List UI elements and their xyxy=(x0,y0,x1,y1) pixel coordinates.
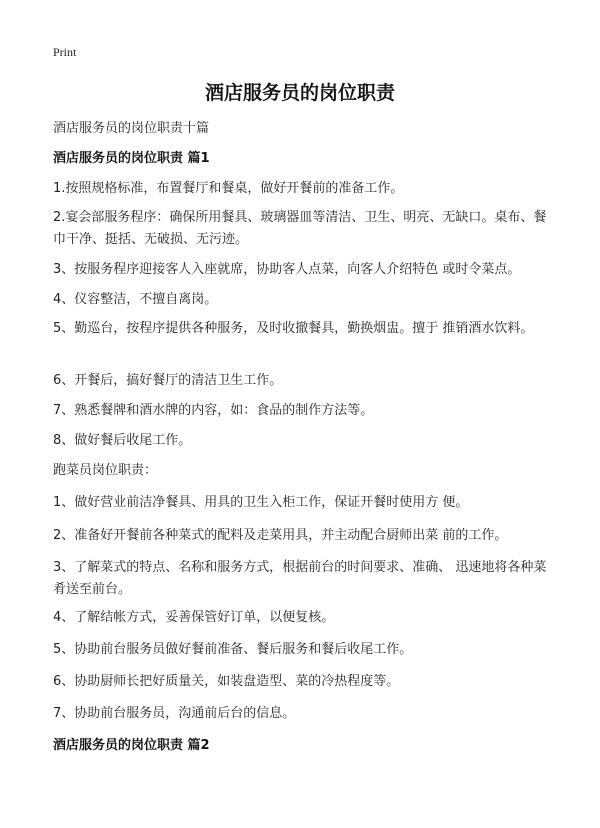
list-item: 4、了解结帐方式，妥善保管好订单，以便复核。 xyxy=(53,610,335,625)
list-item: 6、协助厨师长把好质量关，如装盘造型、菜的冷热程度等。 xyxy=(53,674,400,689)
print-label: Print xyxy=(53,45,77,59)
list-item: 2、准备好开餐前各种菜式的配料及走菜用具，并主动配合厨师出菜 前的工作。 xyxy=(53,528,508,543)
list-item: 6、开餐后，搞好餐厅的清洁卫生工作。 xyxy=(53,373,283,388)
list-item: 8、做好餐后收尾工作。 xyxy=(53,433,192,448)
list-item: 7、熟悉餐牌和酒水牌的内容，如：食品的制作方法等。 xyxy=(53,403,374,418)
list-item: 5、协助前台服务员做好餐前准备、餐后服务和餐后收尾工作。 xyxy=(53,642,413,657)
list-item: 3、了解菜式的特点、名称和服务方式，根据前台的时间要求、准确、 迅速地将各种菜肴送至前台。 xyxy=(53,560,547,597)
section-heading-runner: 跑菜员岗位职责： xyxy=(53,463,158,478)
section-heading-2: 酒店服务员的岗位职责 篇2 xyxy=(53,738,210,753)
list-item: 1、做好营业前洁净餐具、用具的卫生入柜工作，保证开餐时使用方 便。 xyxy=(53,495,469,510)
list-item: 7、协助前台服务员，沟通前后台的信息。 xyxy=(53,706,296,721)
list-item: 3、按服务程序迎接客人入座就席，协助客人点菜，向客人介绍特色 或时令菜点。 xyxy=(53,262,521,277)
list-item: 1.按照规格标准，布置餐厅和餐桌，做好开餐前的准备工作。 xyxy=(53,181,404,196)
section-heading-1: 酒店服务员的岗位职责 篇1 xyxy=(53,151,210,166)
list-item: 5、勤巡台，按程序提供各种服务，及时收撤餐具，勤换烟盅。擅于 推销酒水饮料。 xyxy=(53,321,534,336)
page-title: 酒店服务员的岗位职责 xyxy=(204,82,395,104)
list-item: 2.宴会部服务程序：确保所用餐具、玻璃器皿等清洁、卫生、明亮、无缺口。桌布、餐巾干净、挺括、无破损、无污迹。 xyxy=(53,210,547,247)
list-item: 4、仪容整洁，不擅自离岗。 xyxy=(53,292,218,307)
document-subtitle: 酒店服务员的岗位职责十篇 xyxy=(53,121,210,136)
